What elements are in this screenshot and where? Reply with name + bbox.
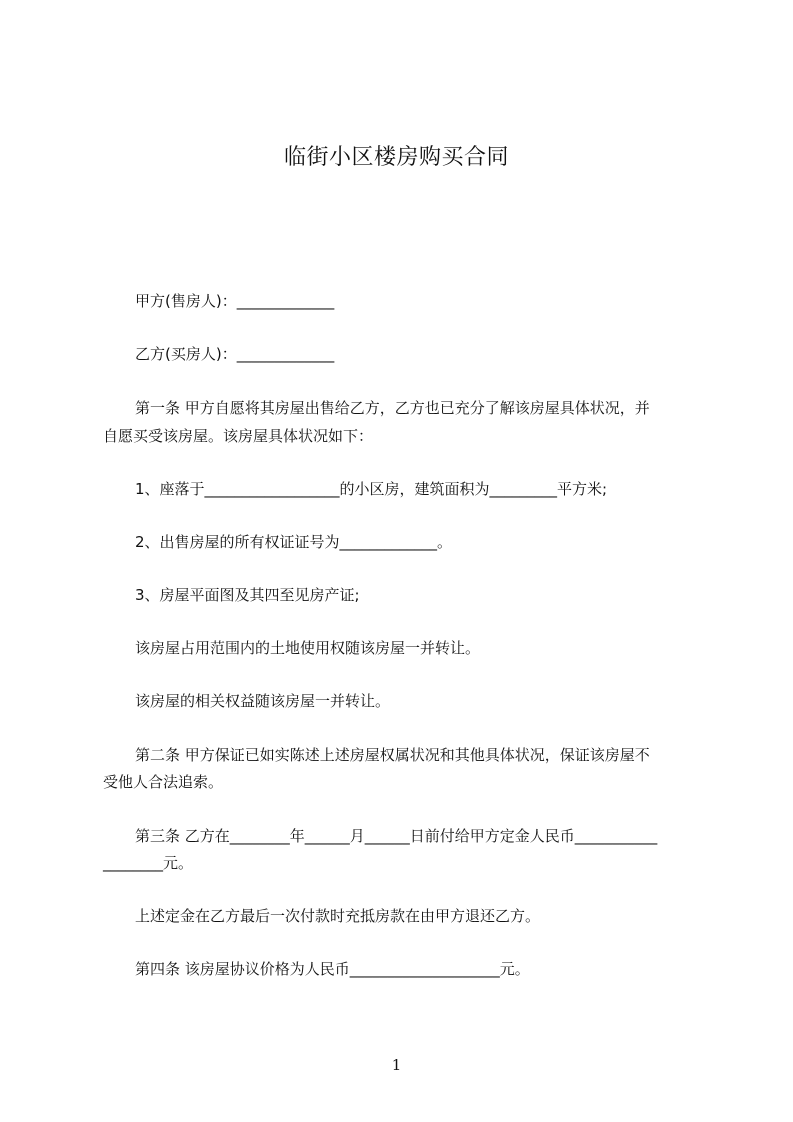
item-2-certificate: 2、出售房屋的所有权证证号为_____________。 — [135, 533, 453, 551]
item-1-location: 1、座落于__________________的小区房，建筑面积为_________平方米; — [135, 480, 608, 498]
article-4-line: 第四条 该房屋协议价格为人民币____________________元。 — [135, 960, 530, 978]
land-use-right-line: 该房屋占用范围内的土地使用权随该房屋一并转让。 — [135, 639, 481, 657]
article-2-line-2: 受他人合法追索。 — [103, 773, 224, 791]
deposit-offset-line: 上述定金在乙方最后一次付款时充抵房款在由甲方退还乙方。 — [135, 907, 541, 925]
item-3-floor-plan: 3、房屋平面图及其四至见房产证; — [135, 586, 360, 604]
article-1-line-2: 自愿买受该房屋。该房屋具体状况如下： — [103, 427, 374, 445]
article-2-line-1: 第二条 甲方保证已如实陈述上述房屋权属状况和其他具体状况，保证该房屋不 — [135, 746, 650, 764]
article-1-line-1: 第一条 甲方自愿将其房屋出售给乙方，乙方也已充分了解该房屋具体状况，并 — [135, 399, 650, 417]
page-number: 1 — [391, 1056, 402, 1074]
article-3-line-2: ________元。 — [103, 854, 194, 872]
party-a-line: 甲方(售房人)：_____________ — [135, 292, 335, 310]
article-3-line-1: 第三条 乙方在________年______月______日前付给甲方定金人民币___________ — [135, 827, 658, 845]
related-rights-line: 该房屋的相关权益随该房屋一并转让。 — [135, 692, 391, 710]
party-b-line: 乙方(买房人)：_____________ — [135, 345, 335, 363]
document-title: 临街小区楼房购买合同 — [283, 145, 509, 170]
